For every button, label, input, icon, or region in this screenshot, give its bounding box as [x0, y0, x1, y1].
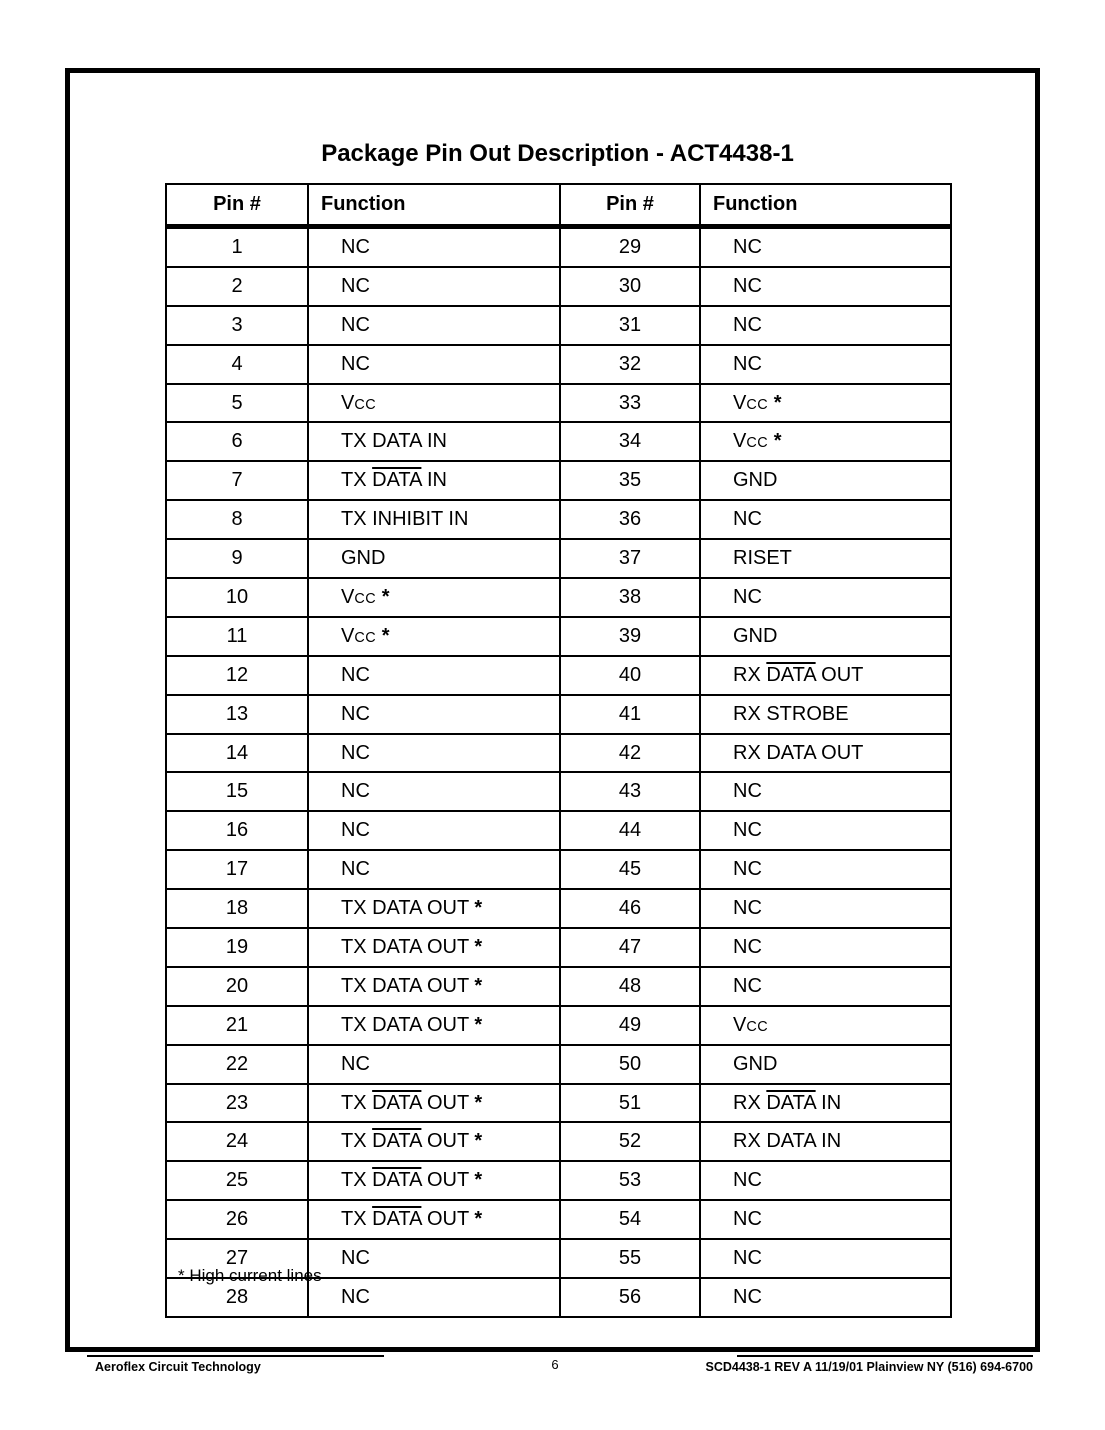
function-cell: RX DATA OUT [700, 734, 951, 773]
subscript-caps-text: CC [354, 590, 377, 607]
function-cell: RX DATA IN [700, 1122, 951, 1161]
function-cell: NC [308, 772, 560, 811]
pin-number-cell: 13 [166, 695, 308, 734]
table-row [166, 850, 951, 889]
table-row [166, 734, 951, 773]
table-row [166, 539, 951, 578]
pin-number-cell: 19 [166, 928, 308, 967]
pin-number-cell: 38 [560, 578, 700, 617]
table-row [166, 617, 951, 656]
page-title: Package Pin Out Description - ACT4438-1 [321, 140, 794, 167]
function-cell: NC [308, 656, 560, 695]
pin-number-cell: 46 [560, 889, 700, 928]
function-cell: NC [308, 306, 560, 345]
function-cell: TX DATA OUT * [308, 928, 560, 967]
function-cell: NC [700, 850, 951, 889]
table-row [166, 695, 951, 734]
pin-number-cell: 53 [560, 1161, 700, 1200]
pin-number-cell: 10 [166, 578, 308, 617]
function-cell: NC [700, 772, 951, 811]
pin-number-cell: 54 [560, 1200, 700, 1239]
function-cell: NC [308, 811, 560, 850]
pin-number-cell: 28 [166, 1278, 308, 1317]
pin-number-cell: 55 [560, 1239, 700, 1278]
pin-number-cell: 50 [560, 1045, 700, 1084]
table-row [166, 422, 951, 461]
function-cell: TX INHIBIT IN [308, 500, 560, 539]
function-cell: NC [308, 1045, 560, 1084]
function-cell: NC [308, 1278, 560, 1317]
overline-text: DATA [372, 1130, 422, 1153]
pin-number-cell: 36 [560, 500, 700, 539]
pin-number-cell: 33 [560, 384, 700, 423]
table-row [166, 1045, 951, 1084]
table-row [166, 461, 951, 500]
function-cell: NC [700, 967, 951, 1006]
pin-number-cell: 14 [166, 734, 308, 773]
pin-number-cell: 24 [166, 1122, 308, 1161]
pin-number-cell: 40 [560, 656, 700, 695]
table-row [166, 1161, 951, 1200]
pin-number-cell: 8 [166, 500, 308, 539]
function-cell: VCC * [308, 617, 560, 656]
pin-number-cell: 5 [166, 384, 308, 423]
high-current-asterisk: * [474, 1091, 483, 1114]
footer-left-rule [87, 1355, 384, 1357]
table-row [166, 656, 951, 695]
pin-number-cell: 11 [166, 617, 308, 656]
page-number: 6 [551, 1357, 559, 1372]
function-cell: NC [700, 811, 951, 850]
pin-number-cell: 26 [166, 1200, 308, 1239]
function-cell: RX DATA OUT [700, 656, 951, 695]
table-row [166, 578, 951, 617]
function-cell: NC [308, 267, 560, 306]
table-row [166, 928, 951, 967]
function-cell: NC [700, 1200, 951, 1239]
high-current-asterisk: * [474, 897, 483, 920]
pin-number-cell: 51 [560, 1084, 700, 1123]
function-cell: NC [308, 695, 560, 734]
pin-number-cell: 45 [560, 850, 700, 889]
pin-number-cell: 25 [166, 1161, 308, 1200]
footer-document-id: SCD4438-1 REV A 11/19/01 Plainview NY (516) 694-6700 [705, 1360, 1033, 1374]
pinout-table [165, 183, 952, 1318]
overline-text: DATA [766, 1091, 816, 1114]
function-cell: GND [700, 617, 951, 656]
function-cell: VCC * [700, 422, 951, 461]
pin-number-cell: 32 [560, 345, 700, 384]
pin-number-cell: 22 [166, 1045, 308, 1084]
pin-number-cell: 35 [560, 461, 700, 500]
pin-number-cell: 3 [166, 306, 308, 345]
function-cell: NC [700, 267, 951, 306]
pin-number-cell: 49 [560, 1006, 700, 1045]
function-cell: RX DATA IN [700, 1084, 951, 1123]
function-cell: NC [700, 578, 951, 617]
pin-number-cell: 30 [560, 267, 700, 306]
pin-number-header: Pin # [560, 184, 700, 227]
table-row [166, 1122, 951, 1161]
function-cell: NC [700, 1239, 951, 1278]
pin-number-cell: 47 [560, 928, 700, 967]
pin-number-cell: 29 [560, 227, 700, 267]
pin-number-cell: 16 [166, 811, 308, 850]
table-row [166, 889, 951, 928]
pin-number-cell: 23 [166, 1084, 308, 1123]
header-row [166, 184, 951, 227]
pin-number-cell: 27 [166, 1239, 308, 1278]
function-cell: NC [700, 500, 951, 539]
high-current-footnote: * High current lines [178, 1266, 322, 1285]
pin-number-cell: 4 [166, 345, 308, 384]
high-current-asterisk: * [381, 585, 390, 608]
pin-number-cell: 9 [166, 539, 308, 578]
pin-number-cell: 37 [560, 539, 700, 578]
pin-number-cell: 42 [560, 734, 700, 773]
footer-company-name: Aeroflex Circuit Technology [95, 1360, 261, 1374]
function-cell: NC [700, 227, 951, 267]
table-row [166, 1006, 951, 1045]
function-cell: VCC [308, 384, 560, 423]
subscript-caps-text: CC [746, 435, 769, 452]
pin-number-cell: 34 [560, 422, 700, 461]
pin-number-cell: 21 [166, 1006, 308, 1045]
subscript-caps-text: CC [354, 629, 377, 646]
pin-number-cell: 17 [166, 850, 308, 889]
pin-number-cell: 20 [166, 967, 308, 1006]
function-cell: TX DATA OUT * [308, 889, 560, 928]
table-row [166, 306, 951, 345]
table-row [166, 1200, 951, 1239]
pin-number-cell: 6 [166, 422, 308, 461]
function-header: Function [700, 184, 951, 227]
pin-number-cell: 31 [560, 306, 700, 345]
pin-number-cell: 41 [560, 695, 700, 734]
function-cell: GND [308, 539, 560, 578]
overline-text: DATA [372, 1208, 422, 1231]
function-cell: TX DATA IN [308, 461, 560, 500]
overline-text: DATA [372, 1091, 422, 1114]
function-cell: NC [700, 1278, 951, 1317]
function-cell: TX DATA IN [308, 422, 560, 461]
function-cell: TX DATA OUT * [308, 1006, 560, 1045]
function-cell: TX DATA OUT * [308, 967, 560, 1006]
function-cell: TX DATA OUT * [308, 1200, 560, 1239]
table-row [166, 267, 951, 306]
subscript-caps-text: CC [746, 1018, 769, 1035]
function-cell: NC [308, 345, 560, 384]
table-row [166, 811, 951, 850]
table-row [166, 967, 951, 1006]
high-current-asterisk: * [381, 624, 390, 647]
pin-number-header: Pin # [166, 184, 308, 227]
function-cell: GND [700, 461, 951, 500]
function-cell: NC [308, 734, 560, 773]
overline-text: DATA [372, 1169, 422, 1192]
subscript-caps-text: CC [354, 396, 377, 413]
pin-number-cell: 44 [560, 811, 700, 850]
pin-number-cell: 18 [166, 889, 308, 928]
function-cell: NC [700, 889, 951, 928]
function-cell: NC [308, 850, 560, 889]
high-current-asterisk: * [474, 1130, 483, 1153]
table-row [166, 500, 951, 539]
function-cell: NC [700, 1161, 951, 1200]
function-cell: VCC * [700, 384, 951, 423]
function-cell: NC [308, 1239, 560, 1278]
function-cell: NC [700, 345, 951, 384]
high-current-asterisk: * [474, 974, 483, 997]
table-row [166, 384, 951, 423]
function-cell: TX DATA OUT * [308, 1161, 560, 1200]
pin-number-cell: 15 [166, 772, 308, 811]
table-row [166, 1084, 951, 1123]
pin-number-cell: 39 [560, 617, 700, 656]
high-current-asterisk: * [773, 391, 782, 414]
function-cell: VCC * [308, 578, 560, 617]
overline-text: DATA [766, 663, 816, 686]
overline-text: DATA [372, 469, 422, 492]
function-cell: NC [700, 306, 951, 345]
high-current-asterisk: * [474, 1208, 483, 1231]
table-row [166, 227, 951, 267]
table-row [166, 345, 951, 384]
function-cell: GND [700, 1045, 951, 1084]
footer-right-rule [737, 1355, 1033, 1357]
pin-number-cell: 56 [560, 1278, 700, 1317]
function-cell: NC [700, 928, 951, 967]
pin-number-cell: 2 [166, 267, 308, 306]
pin-number-cell: 1 [166, 227, 308, 267]
pinout-table-header [166, 184, 951, 227]
high-current-asterisk: * [474, 1169, 483, 1192]
pin-number-cell: 52 [560, 1122, 700, 1161]
function-cell: NC [308, 227, 560, 267]
high-current-asterisk: * [474, 1013, 483, 1036]
high-current-asterisk: * [474, 935, 483, 958]
function-cell: TX DATA OUT * [308, 1084, 560, 1123]
subscript-caps-text: CC [746, 396, 769, 413]
function-header: Function [308, 184, 560, 227]
function-cell: RISET [700, 539, 951, 578]
pin-number-cell: 43 [560, 772, 700, 811]
table-row [166, 772, 951, 811]
high-current-asterisk: * [773, 430, 782, 453]
function-cell: VCC [700, 1006, 951, 1045]
pin-number-cell: 12 [166, 656, 308, 695]
pinout-table-body [166, 227, 951, 1317]
function-cell: RX STROBE [700, 695, 951, 734]
function-cell: TX DATA OUT * [308, 1122, 560, 1161]
pin-number-cell: 48 [560, 967, 700, 1006]
pin-number-cell: 7 [166, 461, 308, 500]
